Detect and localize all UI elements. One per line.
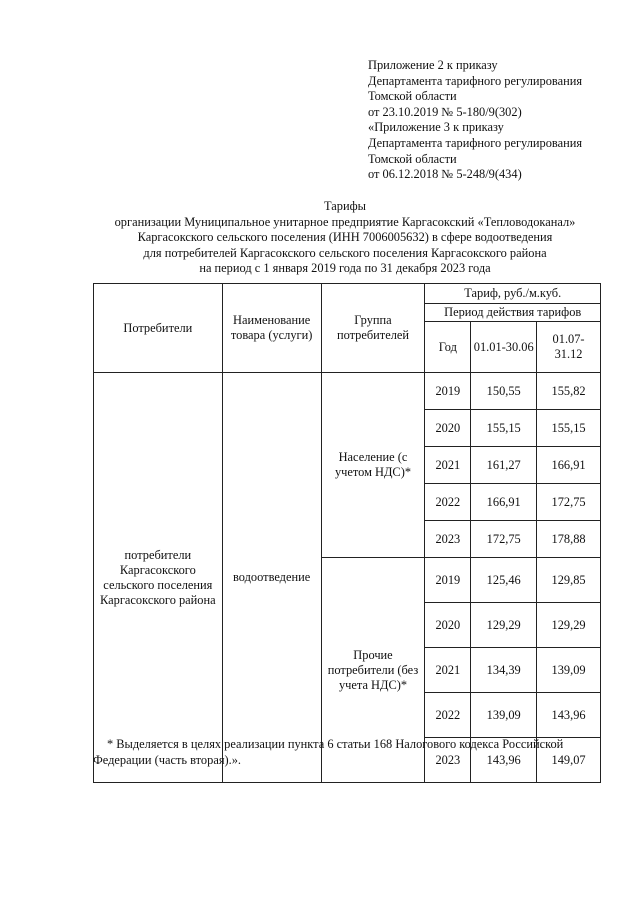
- tariff-h2-cell: 129,85: [537, 558, 601, 603]
- tariff-h1-cell: 125,46: [471, 558, 537, 603]
- appendix-block: [368, 58, 582, 183]
- tariff-h1-cell: 155,15: [471, 410, 537, 447]
- tariff-h1-cell: 150,55: [471, 373, 537, 410]
- year-cell: 2023: [425, 738, 471, 783]
- appendix-line: «Приложение 3 к приказу: [368, 120, 504, 135]
- year-cell: 2022: [425, 693, 471, 738]
- appendix-line: Томской области: [368, 151, 457, 166]
- tariff-table: [93, 283, 601, 783]
- tariff-h2-cell: 155,15: [537, 410, 601, 447]
- appendix-line: Департамента тарифного регулирования: [368, 73, 583, 88]
- year-cell: 2020: [425, 603, 471, 648]
- year-cell: 2022: [425, 484, 471, 521]
- header-half1: 01.01-30.06: [471, 322, 537, 373]
- year-cell: 2021: [425, 447, 471, 484]
- document-title: [60, 199, 630, 277]
- title-line: на период с 1 января 2019 года по 31 декабря 2023 года: [199, 261, 491, 276]
- consumer-cell: потребители Каргасокского сельского поселения Каргасокского района: [94, 373, 223, 783]
- appendix-line: от 23.10.2019 № 5-180/9(302): [368, 104, 522, 119]
- tariff-h2-cell: 155,82: [537, 373, 601, 410]
- tariff-h2-cell: 129,29: [537, 603, 601, 648]
- header-half2: 01.07-31.12: [537, 322, 601, 373]
- tariff-h2-cell: 149,07: [537, 738, 601, 783]
- tariff-h1-cell: 139,09: [471, 693, 537, 738]
- tariff-h1-cell: 166,91: [471, 484, 537, 521]
- year-cell: 2019: [425, 558, 471, 603]
- header-service: Наименование товара (услуги): [222, 284, 321, 373]
- group-cell: Население (с учетом НДС)*: [321, 373, 425, 558]
- tariff-h2-cell: 178,88: [537, 521, 601, 558]
- service-cell: водоотведение: [222, 373, 321, 783]
- table-row: [94, 373, 601, 410]
- header-group: Группа потребителей: [321, 284, 425, 373]
- tariff-h1-cell: 129,29: [471, 603, 537, 648]
- group-cell: Прочие потребители (без учета НДС)*: [321, 558, 425, 783]
- tariff-h2-cell: 172,75: [537, 484, 601, 521]
- footnote: [93, 736, 608, 768]
- header-consumers: Потребители: [94, 284, 223, 373]
- year-cell: 2023: [425, 521, 471, 558]
- tariff-h1-cell: 134,39: [471, 648, 537, 693]
- appendix-line: Томской области: [368, 89, 457, 104]
- title-line: Тарифы: [324, 199, 366, 213]
- year-cell: 2021: [425, 648, 471, 693]
- appendix-line: Департамента тарифного регулирования: [368, 135, 583, 150]
- tariff-h2-cell: 166,91: [537, 447, 601, 484]
- tariff-h2-cell: 139,09: [537, 648, 601, 693]
- footnote-text: * Выделяется в целях реализации пункта 6 статьи 168 Налогового кодекса Российской Федерации (часть вторая).».: [93, 737, 564, 767]
- title-line: для потребителей Каргасокского сельского поселения Каргасокского района: [143, 245, 547, 260]
- year-cell: 2020: [425, 410, 471, 447]
- appendix-line: от 06.12.2018 № 5-248/9(434): [368, 167, 522, 182]
- title-line: организации Муниципальное унитарное предприятие Каргасокский «Тепловодоканал»: [114, 214, 576, 229]
- header-period: Период действия тарифов: [425, 304, 601, 322]
- tariff-h2-cell: 143,96: [537, 693, 601, 738]
- header-year: Год: [425, 322, 471, 373]
- title-line: Каргасокского сельского поселения (ИНН 7006005632) в сфере водоотведения: [137, 230, 553, 245]
- year-cell: 2019: [425, 373, 471, 410]
- header-tariff: Тариф, руб./м.куб.: [425, 284, 601, 304]
- tariff-h1-cell: 143,96: [471, 738, 537, 783]
- tariff-h1-cell: 161,27: [471, 447, 537, 484]
- tariff-h1-cell: 172,75: [471, 521, 537, 558]
- appendix-line: Приложение 2 к приказу: [368, 58, 498, 72]
